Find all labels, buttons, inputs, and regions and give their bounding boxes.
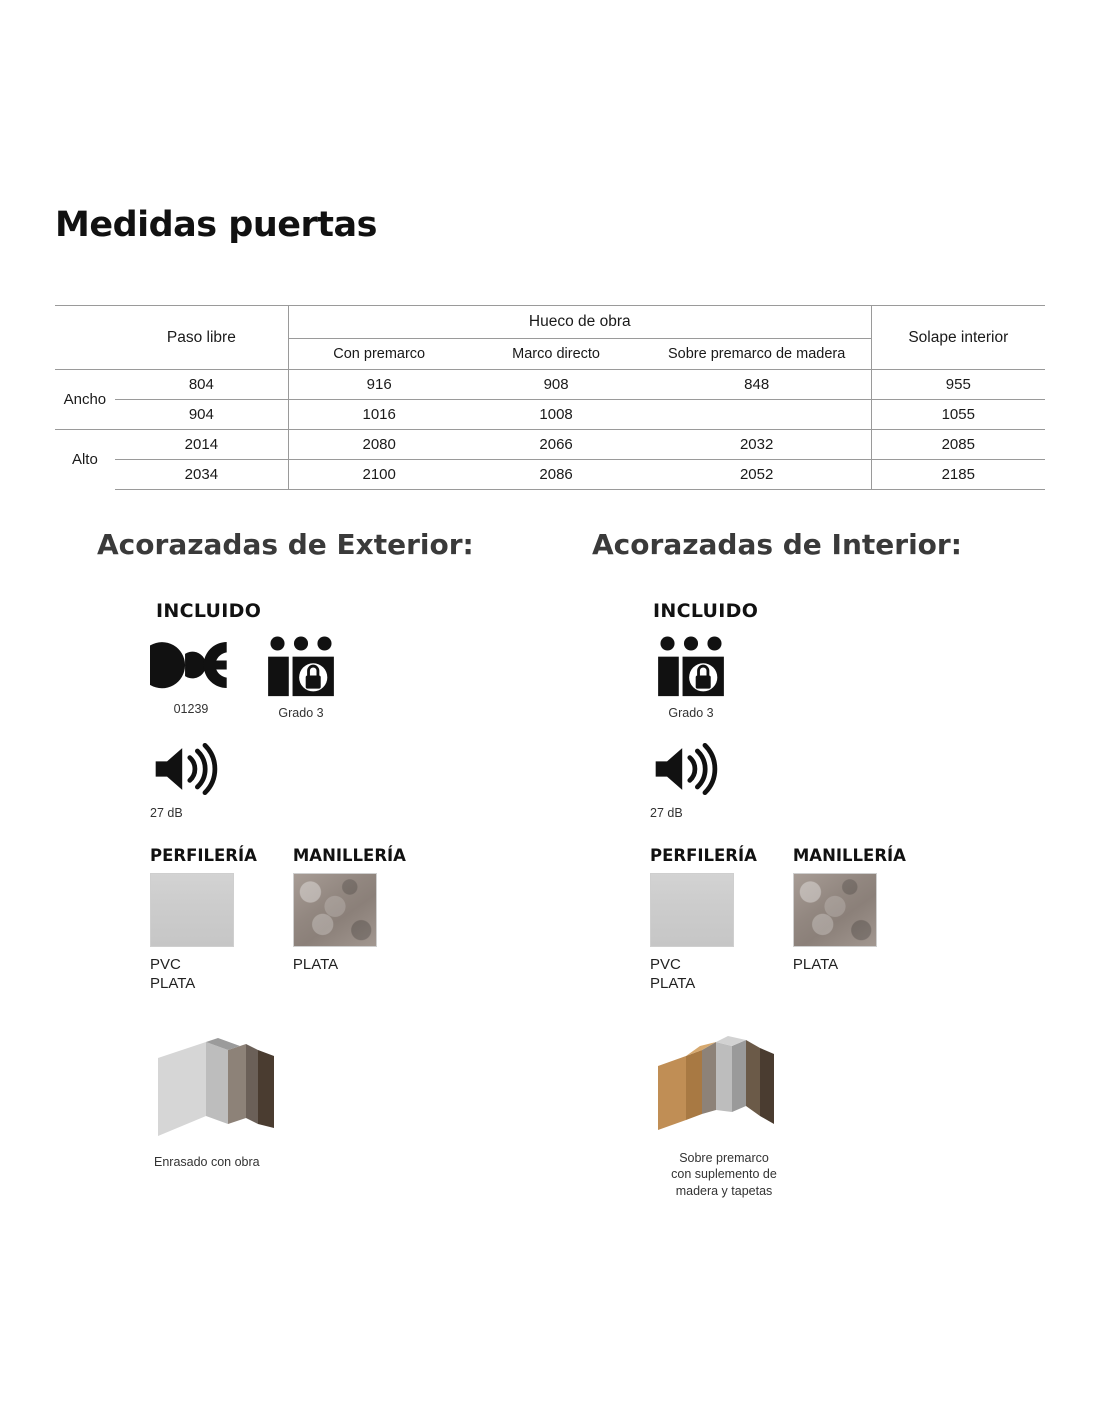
sound-caption-exterior: 27 dB — [150, 806, 183, 820]
exterior-badges — [150, 636, 480, 720]
table-header-row-1 — [55, 306, 1045, 339]
header-con-premarco: Con premarco — [333, 346, 426, 362]
spacer-cell-2 — [55, 339, 115, 370]
cell-ancho-solape-2: 1055 — [871, 400, 1045, 430]
perfileria-caption-line1: PVC — [150, 956, 181, 973]
profile-caption-line2: con suplemento de — [671, 1167, 777, 1182]
perfileria-caption-exterior — [150, 956, 257, 994]
exterior-sound-badge — [150, 742, 480, 820]
measures-table — [55, 305, 1045, 490]
profile-caption-exterior: Enrasado con obra — [154, 1154, 260, 1169]
table-head — [55, 306, 1045, 370]
perfileria-title-interior: PERFILERÍA — [650, 846, 757, 865]
manilleria-caption-interior: PLATA — [792, 956, 839, 973]
grade-badge-interior — [650, 636, 732, 720]
header-sobre-premarco-madera: Sobre premarco de madera — [643, 339, 871, 370]
exterior-column — [150, 600, 480, 1170]
security-grade-icon — [650, 636, 732, 698]
cell-ancho-solape-1: 955 — [871, 370, 1045, 400]
exterior-profile-block — [154, 1032, 480, 1171]
interior-perfileria — [650, 846, 757, 994]
page-title: Medidas puertas — [55, 205, 377, 245]
cell-alto-solape-1: 2085 — [871, 430, 1045, 460]
profile-caption-line3: madera y tapetas — [675, 1184, 773, 1199]
interior-incluido-label: INCLUIDO — [653, 600, 759, 622]
perfileria-caption-line2: PLATA — [150, 974, 196, 992]
sound-caption-interior: 27 dB — [650, 806, 683, 820]
interior-materials — [650, 846, 980, 994]
cell-alto-marco-directo-1: 2066 — [469, 430, 642, 460]
cell-ancho-marco-directo-1: 908 — [469, 370, 642, 400]
manilleria-title-interior: MANILLERÍA — [792, 846, 906, 865]
door-profile-exterior-image — [154, 1032, 282, 1144]
cell-alto-con-premarco-1: 2080 — [288, 430, 469, 460]
speaker-icon — [150, 742, 222, 796]
table-row — [55, 400, 1045, 430]
header-solape-interior: Solape interior — [871, 306, 1045, 370]
row-group-alto: Alto — [55, 430, 115, 490]
cell-ancho-paso-libre-2: 904 — [115, 400, 289, 430]
perfileria-caption-interior — [650, 956, 757, 994]
cell-ancho-marco-directo-2: 1008 — [469, 400, 642, 430]
grade-caption-exterior: Grado 3 — [278, 706, 324, 720]
grade-badge-exterior — [260, 636, 342, 720]
manilleria-swatch-exterior — [293, 873, 377, 947]
cell-alto-paso-libre-2: 2034 — [115, 460, 289, 490]
cell-alto-paso-libre-1: 2014 — [115, 430, 289, 460]
perfileria-title-exterior: PERFILERÍA — [150, 846, 257, 865]
ce-badge — [150, 636, 232, 716]
interior-manilleria — [793, 846, 906, 994]
cell-ancho-con-premarco-1: 916 — [288, 370, 469, 400]
exterior-incluido-label: INCLUIDO — [156, 600, 262, 622]
security-grade-icon — [260, 636, 342, 698]
cell-alto-sobre-premarco-2: 2052 — [643, 460, 871, 490]
table-row — [55, 460, 1045, 490]
manilleria-swatch-interior — [793, 873, 877, 947]
ce-caption: 01239 — [173, 702, 209, 716]
row-group-ancho: Ancho — [55, 370, 115, 430]
perfileria-swatch-interior — [650, 873, 734, 947]
header-paso-libre: Paso libre — [115, 306, 289, 370]
cell-alto-solape-2: 2185 — [871, 460, 1045, 490]
grade-caption-interior: Grado 3 — [668, 706, 714, 720]
interior-sound-badge — [650, 742, 980, 820]
table-row — [55, 370, 1045, 400]
header-hueco-de-obra: Hueco de obra — [288, 306, 871, 339]
door-profile-interior-image — [650, 1032, 782, 1140]
cell-ancho-sobre-premarco-2 — [643, 400, 871, 430]
cell-alto-sobre-premarco-1: 2032 — [643, 430, 871, 460]
ce-mark-icon — [150, 636, 232, 694]
header-marco-directo: Marco directo — [512, 346, 600, 362]
manilleria-title-exterior: MANILLERÍA — [292, 846, 406, 865]
exterior-materials — [150, 846, 480, 994]
perfileria-caption-line2: PLATA — [650, 974, 696, 992]
profile-caption-interior — [654, 1150, 794, 1201]
cell-alto-con-premarco-2: 2100 — [288, 460, 469, 490]
cell-ancho-sobre-premarco-1: 848 — [643, 370, 871, 400]
cell-ancho-con-premarco-2: 1016 — [288, 400, 469, 430]
spacer-cell — [55, 306, 115, 339]
exterior-manilleria — [293, 846, 406, 994]
perfileria-caption-line1: PVC — [650, 956, 681, 973]
exterior-perfileria — [150, 846, 257, 994]
interior-column — [650, 600, 980, 1200]
cell-alto-marco-directo-2: 2086 — [469, 460, 642, 490]
profile-caption-line1: Sobre premarco — [679, 1150, 769, 1165]
table-row — [55, 430, 1045, 460]
cell-ancho-paso-libre-1: 804 — [115, 370, 289, 400]
speaker-icon — [650, 742, 722, 796]
heading-acorazadas-exterior: Acorazadas de Exterior: — [97, 528, 474, 561]
table-body — [55, 370, 1045, 490]
heading-acorazadas-interior: Acorazadas de Interior: — [592, 528, 962, 561]
manilleria-caption-exterior: PLATA — [292, 956, 339, 973]
perfileria-swatch-exterior — [150, 873, 234, 947]
interior-badges — [650, 636, 980, 720]
interior-profile-block — [650, 1032, 980, 1201]
